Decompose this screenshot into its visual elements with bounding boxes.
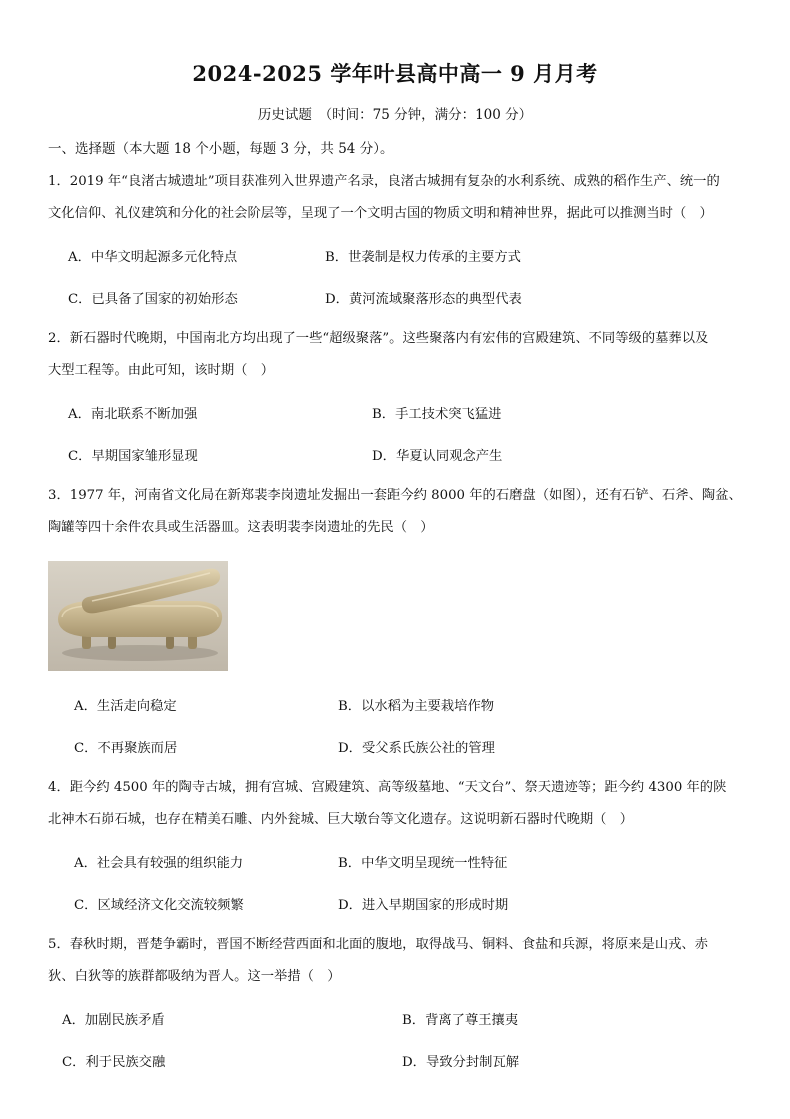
question-line: 2．新石器时代晚期，中国南北方均出现了一些“超级聚落”。这些聚落内有宏伟的宫殿建筑、不同等级的墓葬以及 [48,331,709,346]
question-line: 大型工程等。由此可知，该时期（ ） [48,363,275,378]
option-4d[interactable]: D．进入早期国家的形成时期 [338,898,509,913]
option-3a[interactable]: A．生活走向稳定 [74,699,177,714]
option-5a[interactable]: A．加剧民族矛盾 [62,1013,165,1028]
page-subtitle: 历史试题 （时间：75 分钟，满分：100 分） [257,107,533,123]
question-line: 狄、白狄等的族群都吸纳为晋人。这一举措（ ） [48,969,341,984]
option-5b[interactable]: B．背离了尊王攘夷 [402,1013,519,1028]
question-line: 文化信仰、礼仪建筑和分化的社会阶层等，呈现了一个文明古国的物质文明和精神世界，据此可以推测当时（ ） [48,206,713,221]
option-1a[interactable]: A．中华文明起源多元化特点 [68,250,238,265]
option-2a[interactable]: A．南北联系不断加强 [68,407,198,422]
option-1d[interactable]: D．黄河流域聚落形态的典型代表 [325,292,522,307]
option-4c[interactable]: C．区域经济文化交流较频繁 [74,898,244,913]
question-5 [48,929,748,993]
option-2c[interactable]: C．早期国家雏形显现 [68,449,198,464]
option-4a[interactable]: A．社会具有较强的组织能力 [74,856,244,871]
page-title: 2024-2025 学年叶县高中高一 9 月月考 [192,61,598,86]
option-5d[interactable]: D．导致分封制瓦解 [402,1055,520,1070]
question-line: 陶罐等四十余件农具或生活器皿。这表明裴李岗遗址的先民（ ） [48,520,434,535]
option-3d[interactable]: D．受父系氏族公社的管理 [338,741,495,756]
option-5c[interactable]: C．利于民族交融 [62,1055,166,1070]
question-3 [48,480,748,544]
question-line: 北神木石峁石城，也存在精美石雕、内外瓮城、巨大墩台等文化遗存。这说明新石器时代晚期（ ） [48,812,634,827]
option-1c[interactable]: C．已具备了国家的初始形态 [68,292,238,307]
option-1b[interactable]: B．世袭制是权力传承的主要方式 [325,250,521,265]
option-2b[interactable]: B．手工技术突飞猛进 [372,407,502,422]
section-title: 一、选择题（本大题 18 个小题，每题 3 分，共 54 分）。 [48,141,394,157]
option-3b[interactable]: B．以水稻为主要栽培作物 [338,699,495,714]
option-3c[interactable]: C．不再聚族而居 [74,741,178,756]
question-2 [48,323,748,387]
question-line: 5．春秋时期，晋楚争霸时，晋国不断经营西面和北面的腹地，取得战马、铜料、食盐和兵源，将原来是山戎、赤 [48,937,709,952]
question-line: 4．距今约 4500 年的陶寺古城，拥有宫城、宫殿建筑、高等级墓地、“天文台”、祭天遗迹等；距今约 4300 年的陕 [48,780,727,795]
stone-mill-photo [48,561,228,671]
question-4 [48,772,748,836]
question-line: 3．1977 年，河南省文化局在新郑裴李岗遗址发掘出一套距今约 8000 年的石磨盘（如图），还有石铲、石斧、陶盆、 [48,488,742,503]
question-line: 1．2019 年“良渚古城遗址”项目获准列入世界遗产名录，良渚古城拥有复杂的水利系统、成熟的稻作生产、统一的 [48,174,720,189]
option-4b[interactable]: B．中华文明呈现统一性特征 [338,856,508,871]
option-2d[interactable]: D．华夏认同观念产生 [372,449,503,464]
question-1 [48,166,748,230]
